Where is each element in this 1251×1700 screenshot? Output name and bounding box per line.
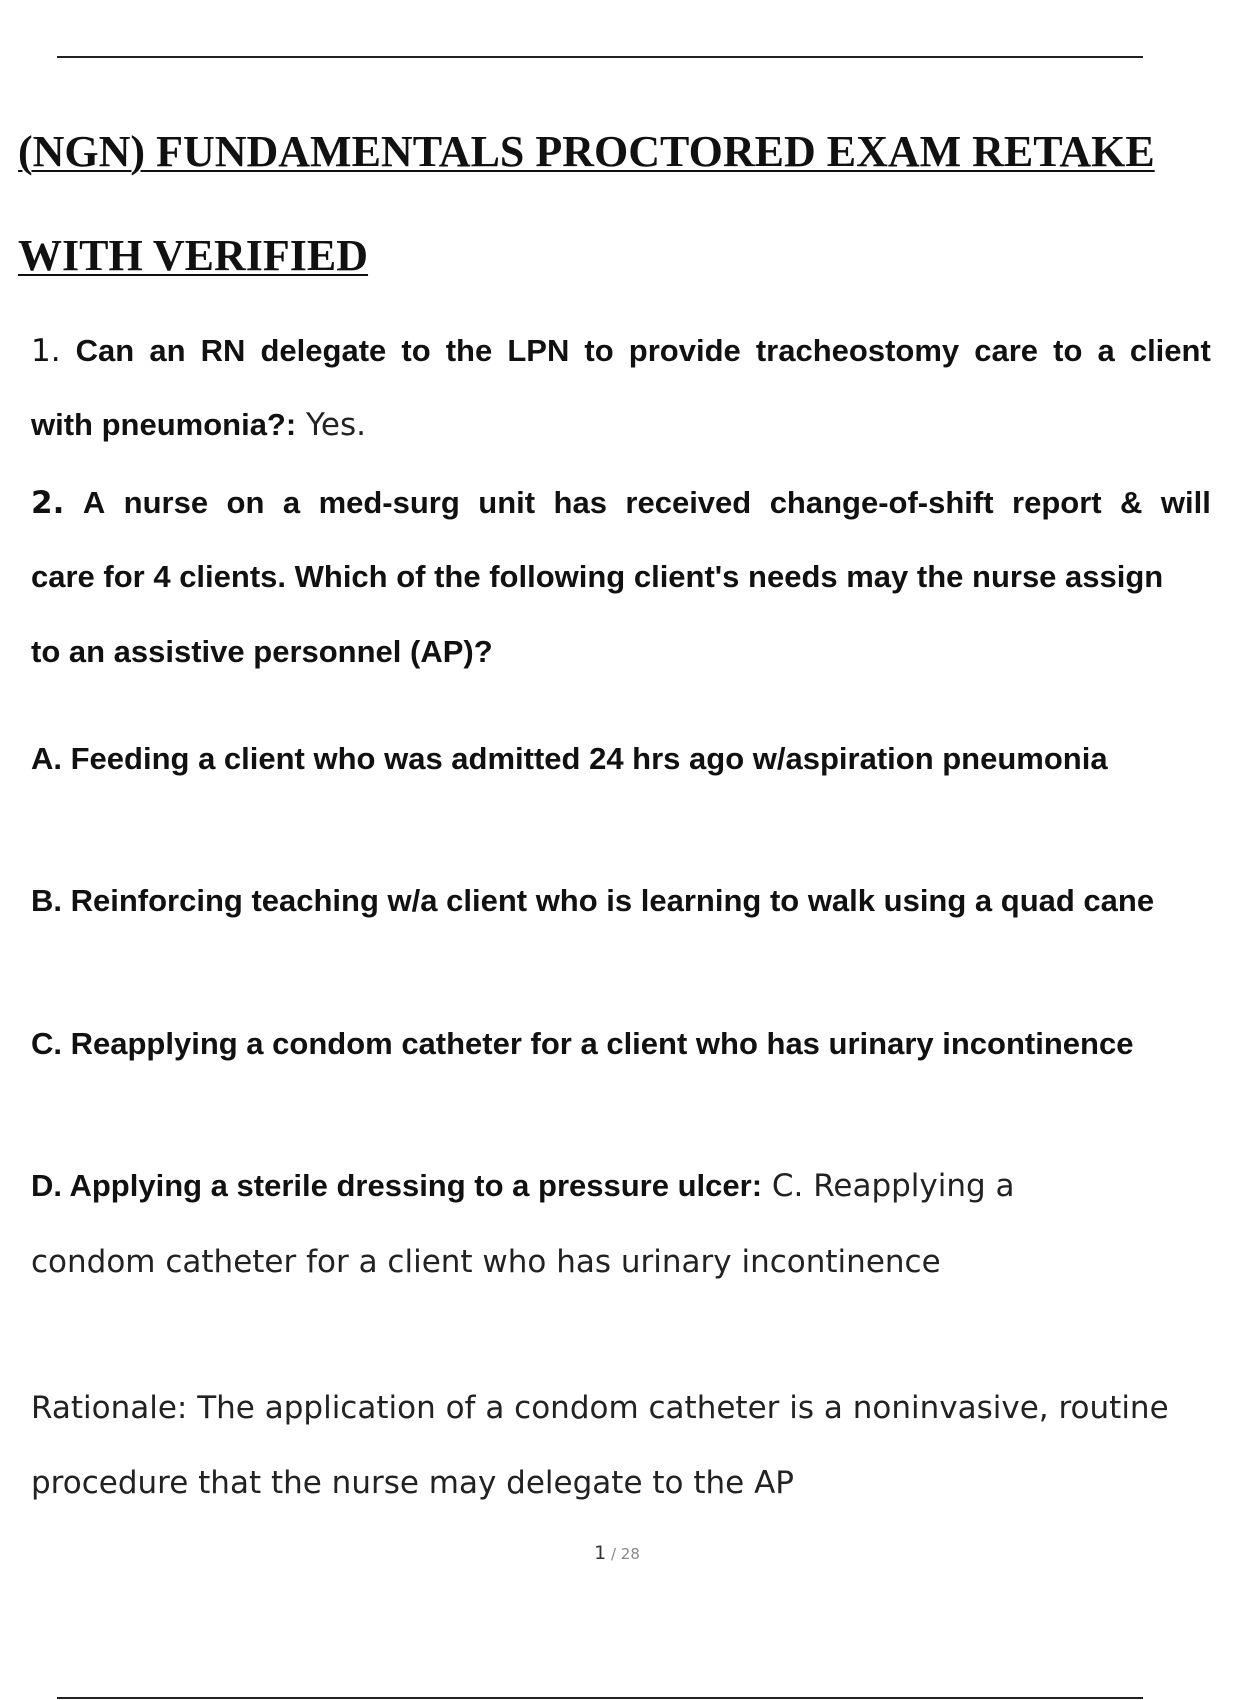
page-title-continued: WITH VERIFIED bbox=[18, 231, 369, 280]
q2-word: has bbox=[553, 485, 607, 520]
q1-word: RN bbox=[200, 333, 246, 368]
q2-word: change-of-shift bbox=[769, 485, 994, 520]
total-pages: / 28 bbox=[606, 1545, 640, 1563]
rationale-line-2: procedure that the nurse may delegate to the AP bbox=[31, 1465, 794, 1501]
question-2-answer-continued: condom catheter for a client who has urinary incontinence bbox=[31, 1244, 941, 1280]
bottom-rule bbox=[57, 1697, 1143, 1699]
q1-word: LPN bbox=[507, 333, 570, 368]
q1-word: tracheostomy bbox=[755, 333, 960, 368]
question-1-line-2 bbox=[31, 407, 366, 443]
option-d: D. Applying a sterile dressing to a pressure ulcer: bbox=[31, 1168, 763, 1203]
q1-word: client bbox=[1129, 333, 1211, 368]
q1-word: care bbox=[974, 333, 1039, 368]
top-rule bbox=[57, 56, 1143, 58]
q1-word: provide bbox=[628, 333, 741, 368]
q2-word: received bbox=[625, 485, 752, 520]
current-page: 1 bbox=[594, 1542, 607, 1564]
page-title: (NGN) FUNDAMENTALS PROCTORED EXAM RETAKE bbox=[18, 127, 1155, 176]
q2-word: unit bbox=[478, 485, 536, 520]
question-2-words bbox=[31, 485, 1211, 521]
q2-word: on bbox=[226, 485, 265, 520]
rationale-line-1: Rationale: The application of a condom catheter is a noninvasive, routine bbox=[31, 1390, 1169, 1426]
q2-word: & bbox=[1120, 485, 1143, 520]
q1-word: to bbox=[584, 333, 614, 368]
option-c: C. Reapplying a condom catheter for a client who has urinary incontinence bbox=[31, 1026, 1134, 1061]
q1-word: the bbox=[445, 333, 493, 368]
q1-word: delegate bbox=[260, 333, 387, 368]
q2-word: med-surg bbox=[318, 485, 460, 520]
q1-word: Can bbox=[75, 333, 135, 368]
q1-word: to bbox=[1053, 333, 1083, 368]
q2-word: will bbox=[1160, 485, 1211, 520]
q1-word: an bbox=[149, 333, 186, 368]
q2-word: A bbox=[82, 485, 106, 520]
question-1-words bbox=[31, 333, 1211, 369]
question-1-text-end: with pneumonia?: bbox=[31, 407, 297, 442]
option-b: B. Reinforcing teaching w/a client who is learning to walk using a quad cane bbox=[31, 883, 1155, 918]
option-d-line bbox=[31, 1168, 1251, 1204]
page-number bbox=[0, 1542, 1234, 1564]
q1-number: 1. bbox=[31, 333, 61, 369]
q1-word: to bbox=[401, 333, 431, 368]
question-2-line-2: care for 4 clients. Which of the following client's needs may the nurse assign bbox=[31, 559, 1164, 594]
question-2-line-1 bbox=[31, 485, 1211, 521]
question-1-line-1 bbox=[31, 333, 1211, 369]
question-2-line-3: to an assistive personnel (AP)? bbox=[31, 634, 493, 669]
question-1-answer: Yes. bbox=[296, 407, 366, 443]
q2-word: a bbox=[282, 485, 301, 520]
q2-word: nurse bbox=[123, 485, 209, 520]
q2-number: 2. bbox=[31, 485, 65, 521]
question-2-answer: C. Reapplying a bbox=[762, 1168, 1015, 1204]
option-a: A. Feeding a client who was admitted 24 hrs ago w/aspiration pneumonia bbox=[31, 741, 1108, 776]
q2-word: report bbox=[1012, 485, 1102, 520]
q1-word: a bbox=[1097, 333, 1115, 368]
